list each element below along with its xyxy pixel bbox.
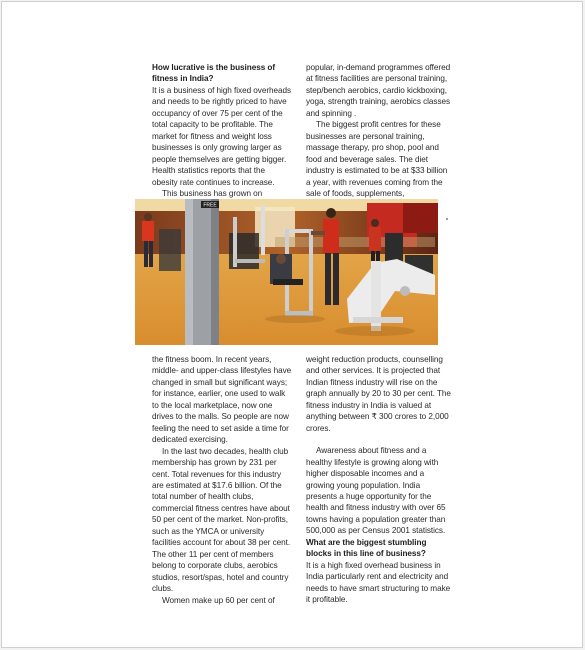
gym-photo xyxy=(135,199,438,345)
paragraph: Awareness about fitness and a healthy lifestyle is growing along with higher disposable incomes and a growing young population. India presents a huge opportunity for the health and fitness industry with over 65 towns having a population greater than 500,000 as per Census 2001 statistics. xyxy=(306,446,446,536)
paragraph: weight reduction products, counselling and other services. It is projected that Indian fitness industry will rise on the graph annually by 20 to 30 per cent. The fitness industry in India is valued at anything between ₹ 300 crores to 2,000 crores. xyxy=(306,355,451,433)
paragraph: The biggest profit centres for these businesses are personal training, massage therapy, pro shop, pool and food and beverage sales. The diet industry is estimated to be at $33 billion a year, with revenues coming from the sale of foods, supplements, xyxy=(306,120,448,198)
paragraph: It is a business of high fixed overheads and needs to be rightly priced to have occupancy of over 75 per cent of the total capacity to be profitable. The market for fitness and weight loss businesses is only growing larger as people themselves are getting bigger. Health statistics reports that the obesity rate continues to increase. xyxy=(152,85,292,187)
column-sign: FREE xyxy=(203,202,217,209)
text-column-bottom-left xyxy=(152,354,292,606)
text-column-top-right xyxy=(306,62,452,199)
paragraph: In the last two decades, health club membership has grown by 231 per cent. Total revenues for this industry are estimated at $17.6 billion. Of the total number of health clubs, commercial fitness centres have about 50 per cent of the market. Non-profits, such as the YMCA or university facilities account for about 38 per cent. The other 11 per cent of members belong to corporate clubs, aerobics studios, resort/spas, hotel and country clubs. xyxy=(152,446,291,594)
paragraph: the fitness boom. In recent years, middle- and upper-class lifestyles have changed in small but significant ways; for instance, earlier, one used to walk to the local marketplace, now one drives to the malls. So people are now feeling the need to set aside a time for dedicated exercising. xyxy=(152,355,292,445)
paragraph: This business has grown on xyxy=(162,188,263,198)
document-page xyxy=(1,1,583,648)
heading-lucrative: How lucrative is the business of fitness in India? xyxy=(152,63,276,84)
paragraph: It is a high fixed overhead business in India particularly rent and electricity and needs to have smart structuring to make it profitable. xyxy=(306,560,451,605)
paragraph: popular, in-demand programmes offered at fitness facilities are personal training, step/bench aerobics, cardio kickboxing, yoga, strength training, aerobics classes and spinning . xyxy=(306,63,451,118)
text-column-top-left xyxy=(152,62,292,199)
paragraph: Women make up 60 per cent of xyxy=(162,595,275,605)
heading-stumbling-blocks: What are the biggest stumbling blocks in this line of business? xyxy=(306,537,427,559)
text-column-bottom-right xyxy=(306,354,452,606)
scan-mark xyxy=(446,218,448,220)
